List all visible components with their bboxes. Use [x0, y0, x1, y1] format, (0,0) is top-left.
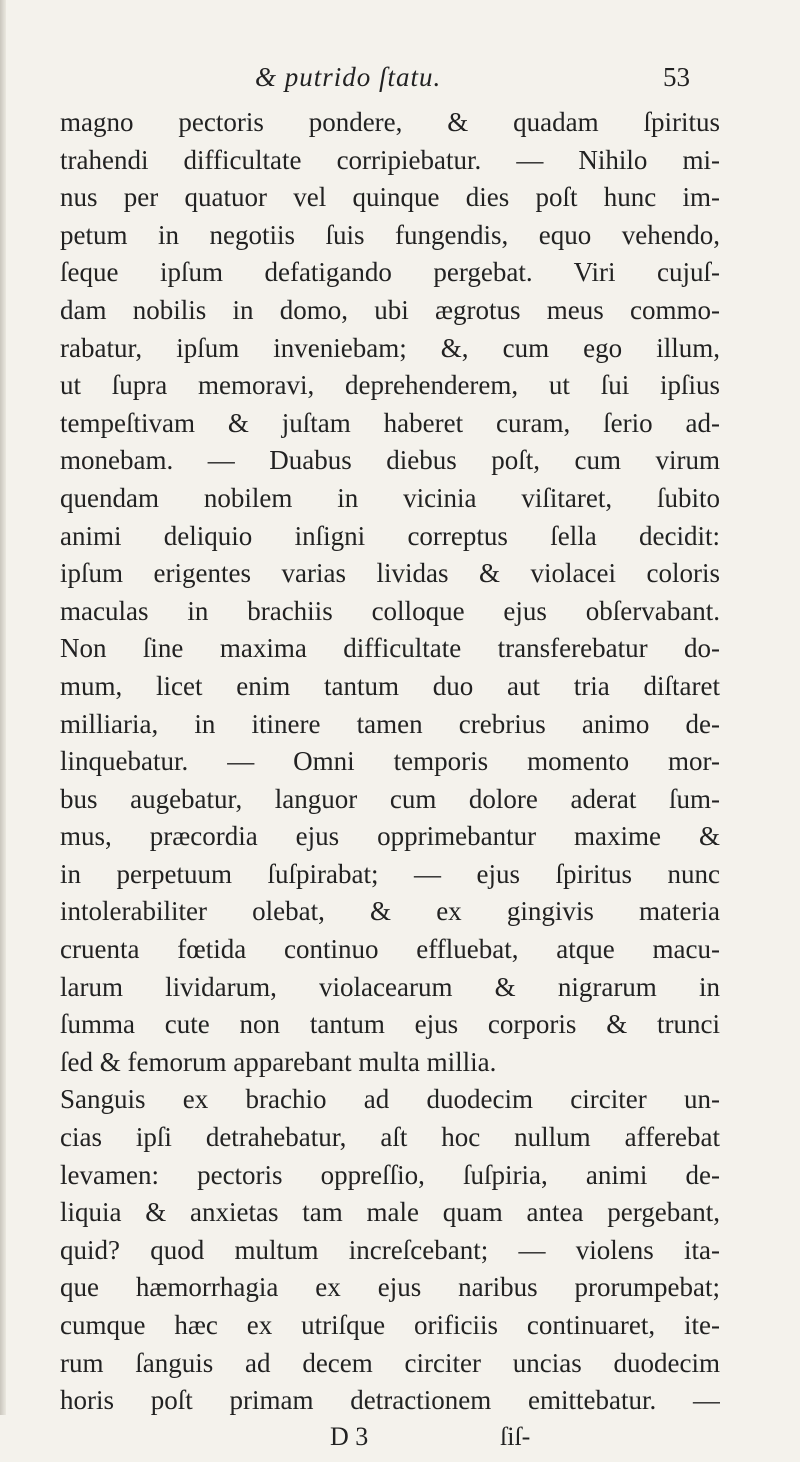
- text-line: trahendi difficultate corripiebatur. — Nihilo mi-: [60, 144, 720, 175]
- text-line: ſed & femorum apparebant multa millia.: [60, 1046, 497, 1077]
- text-line: que hæmorrhagia ex ejus naribus prorumpebat;: [60, 1272, 720, 1303]
- text-line: bus augebatur, languor cum dolore aderat ſum-: [60, 783, 720, 814]
- text-line: petum in negotiis ſuis fungendis, equo vehendo,: [60, 219, 720, 250]
- text-line: monebam. — Duabus diebus poſt, cum virum: [60, 445, 720, 476]
- text-line: maculas in brachiis colloque ejus obſervabant.: [60, 595, 720, 626]
- signature-mark: D 3: [330, 1421, 369, 1451]
- text-line: ipſum erigentes varias lividas & violacei coloris: [60, 558, 720, 589]
- text-line: milliaria, in itinere tamen crebrius animo de-: [60, 708, 720, 739]
- text-line: animi deliquio inſigni correptus ſella decidit:: [60, 520, 720, 551]
- text-line: Non ſine maxima difficultate transferebatur do-: [60, 633, 720, 664]
- text-line: ſumma cute non tantum ejus corporis & trunci: [60, 1009, 720, 1040]
- running-head: [60, 60, 720, 100]
- text-line: ut ſupra memoravi, deprehenderem, ut ſui ipſius: [60, 370, 720, 401]
- text-line: levamen: pectoris oppreſſio, ſuſpiria, animi de-: [60, 1159, 720, 1190]
- page-footer: [60, 1422, 720, 1462]
- text-line: rabatur, ipſum inveniebam; &, cum ego illum,: [60, 332, 720, 363]
- text-line: Sanguis ex brachio ad duodecim circiter un-: [60, 1084, 720, 1115]
- text-line: rum ſanguis ad decem circiter uncias duodecim: [60, 1347, 720, 1378]
- text-line: mus, præcordia ejus opprimebantur maxime &: [60, 821, 720, 852]
- text-line: larum lividarum, violacearum & nigrarum in: [60, 971, 720, 1002]
- page-number: 53: [663, 62, 690, 92]
- catchword: ſiſ-: [500, 1421, 531, 1451]
- book-page: [60, 60, 720, 1462]
- text-line: mum, licet enim tantum duo aut tria diſtaret: [60, 670, 720, 701]
- text-line: tempeſtivam & juſtam haberet curam, ſerio ad-: [60, 407, 720, 438]
- text-line: nus per quatuor vel quinque dies poſt hunc im-: [60, 182, 720, 213]
- text-line: linquebatur. — Omni temporis momento mor-: [60, 746, 720, 777]
- running-title: & putrido ſtatu.: [255, 62, 442, 92]
- text-line: magno pectoris pondere, & quadam ſpiritus: [60, 107, 720, 137]
- text-line: cumque hæc ex utriſque orificiis continuaret, ite-: [60, 1310, 720, 1340]
- page-edge-shadow: [0, 0, 6, 1415]
- text-line: liquia & anxietas tam male quam antea pergebant,: [60, 1197, 720, 1228]
- text-line: intolerabiliter olebat, & ex gingivis materia: [60, 896, 720, 927]
- text-line: cias ipſi detrahebatur, aſt hoc nullum afferebat: [60, 1122, 720, 1153]
- text-line: quid? quod multum increſcebant; — violens ita-: [60, 1234, 720, 1265]
- text-line: dam nobilis in domo, ubi ægrotus meus commo-: [60, 294, 720, 325]
- body-text: [60, 104, 720, 1420]
- text-line: horis poſt primam detractionem emittebatur. —: [60, 1385, 720, 1416]
- text-line: in perpetuum ſuſpirabat; — ejus ſpiritus nunc: [60, 858, 720, 889]
- text-line: ſeque ipſum defatigando pergebat. Viri cujuſ-: [60, 257, 720, 288]
- text-line: cruenta fœtida continuo effluebat, atque macu-: [60, 934, 720, 965]
- text-line: quendam nobilem in vicinia viſitaret, ſubito: [60, 482, 720, 513]
